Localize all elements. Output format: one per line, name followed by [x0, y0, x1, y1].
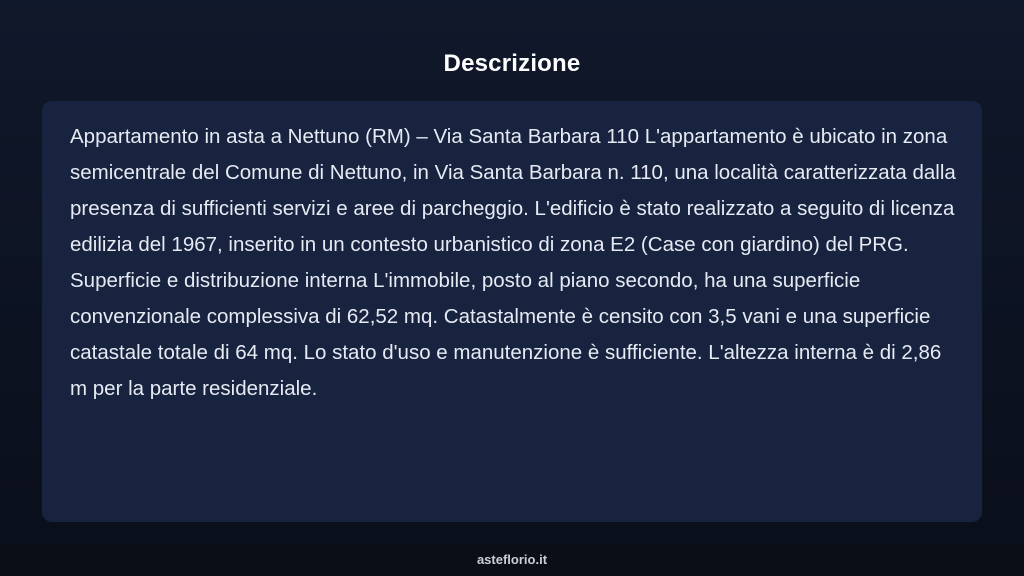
page-title: Descrizione: [443, 50, 581, 77]
footer-bar: [0, 544, 1024, 576]
description-text: Appartamento in asta a Nettuno (RM) – Via Santa Barbara 110 L'appartamento è ubicato in zona semicentrale del Comune di Nettuno, in Via Santa Barbara n. 110, una località caratterizzata dalla presenza di sufficienti servizi e aree di parcheggio. L'edificio è stato realizzato a seguito di licenza edilizia del 1967, inserito in un contesto urbanistico di zona E2 (Case con giardino) del PRG. Superficie e distribuzione interna L'immobile, posto al piano secondo, ha una superficie convenzionale complessiva di 62,52 mq. Catastalmente è censito con 3,5 vani e una superficie catastale totale di 64 mq. Lo stato d'uso e manutenzione è sufficiente. L'altezza interna è di 2,86 m per la parte residenziale.: [70, 125, 956, 400]
footer-site-name: asteflorio.it: [476, 552, 548, 567]
description-card: [42, 101, 982, 522]
